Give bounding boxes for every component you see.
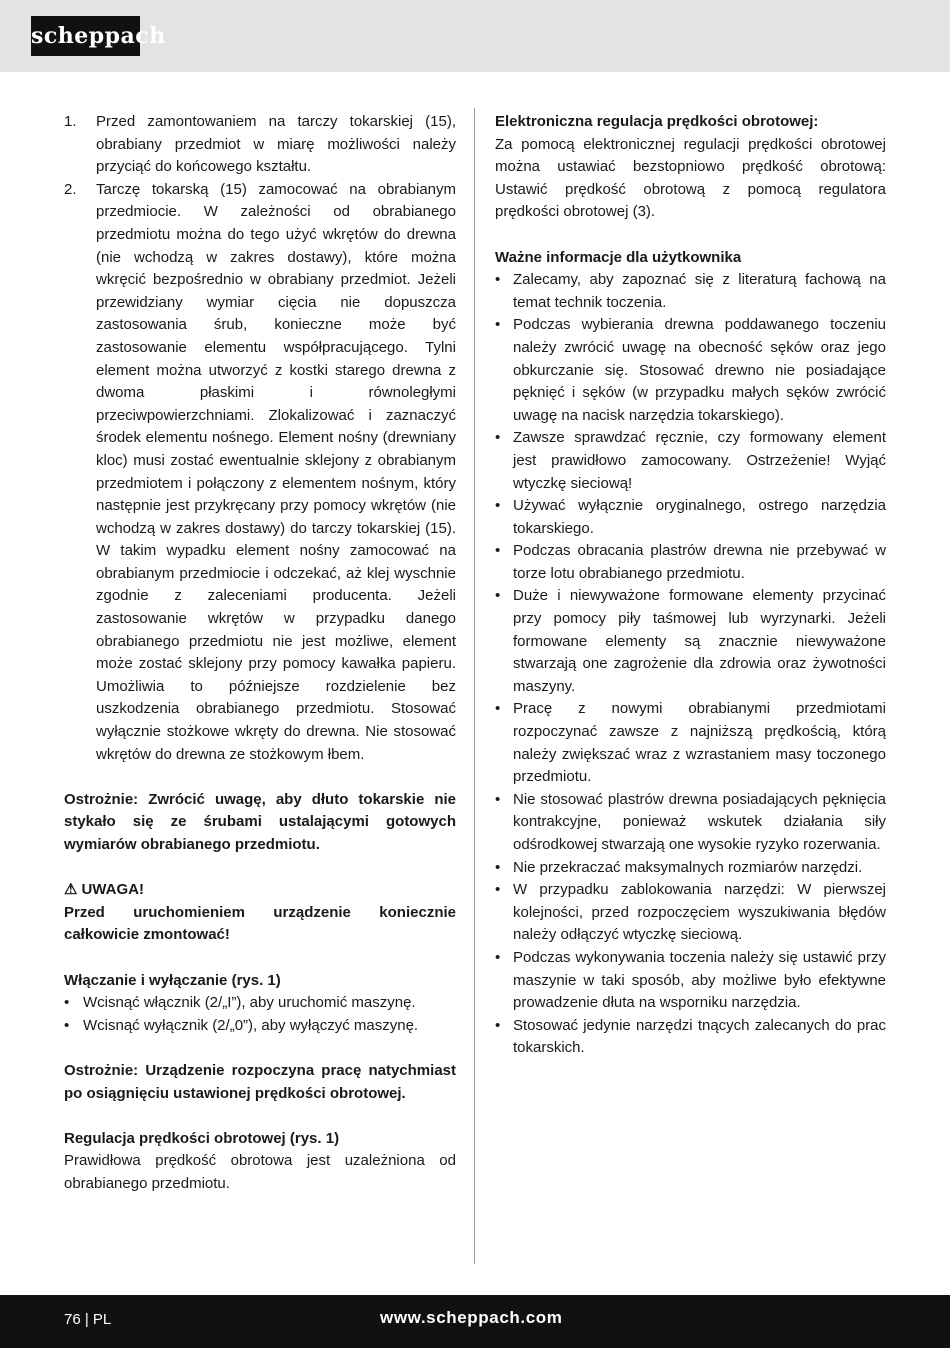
- left-column: [64, 111, 456, 1196]
- caution-start: Ostrożnie: Urządzenie rozpoczyna pracę natychmiast po osiągnięciu ustawionej prędkości obrotowej.: [64, 1061, 456, 1102]
- list-item: • Podczas wykonywania toczenia należy się ustawić przy maszynie w taki sposób, aby możliwe było efektywne prowadzenie dłuta na wsporniku narzędzia.: [495, 947, 886, 1015]
- right-column: [495, 111, 886, 1060]
- page-footer: [0, 1295, 950, 1348]
- speed-heading: Regulacja prędkości obrotowej (rys. 1): [64, 1129, 340, 1147]
- page-number: 76 | PL: [64, 1311, 112, 1328]
- onoff-list: [64, 992, 456, 1037]
- list-item: • Zawsze sprawdzać ręcznie, czy formowany element jest prawidłowo zamocowany. Ostrzeżenie! Wyjąć wtyczkę sieciową!: [495, 427, 886, 495]
- list-item: • Nie stosować plastrów drewna posiadających pęknięcia kontrakcyjne, ponieważ wskutek działania siły odśrodkowej stwarzają one wysokie ryzyko rozerwania.: [495, 789, 886, 857]
- list-item: • Zalecamy, aby zapoznać się z literaturą fachową na temat technik toczenia.: [495, 269, 886, 314]
- list-item: • Pracę z nowymi obrabianymi przedmiotami rozpoczynać zawsze z najniższą prędkością, którą należy zwiększać wraz z wzrastaniem masy toczonego przedmiotu.: [495, 698, 886, 788]
- step-text: Tarczę tokarską (15) zamocować na obrabianym przedmiocie. W zależności od obrabianego przedmiotu można do tego użyć wkrętów do drewna (nie wchodzą w zakres dostawy), które można wkręcić bezpośrednio w obrabiany przedmiot. Jeżeli przewidziany wymiar cięcia nie dopuszcza zastosowania śrub, konieczne może być zastosowanie elementu współpracującego. Tylni element można utworzyć z kostki starego drewna z dwoma płaskimi i równoległymi przeciwpowierzchniami. Zlokalizować i zaznaczyć środek elementu nośnego. Element nośny (drewniany kloc) musi zostać ewentualnie sklejony z obrabianym przedmiotem i połączony z elementem nośnym, który następnie jest przykręcany przy pomocy wkrętów (nie wchodzą w zakres dostawy) do tarczy tokarskiej (15). W takim wypadku element nośny zamocować na obrabianym przedmiocie i odczekać, aż klej wyschnie zgodnie z zaleceniami producenta. Jeżeli zastosowanie wkrętów w przypadku danego obrabianego przedmiotu nie jest możliwe, element może zostać sklejony przy pomocy kawałka papieru. Umożliwia to późniejsze rozdzielenie bez uszkodzenia obrabianego przedmiotu. Stosować wyłącznie stożkowe wkręty do drewna. Nie stosować wkrętów do drewna ze stożkowym łbem.: [96, 180, 456, 763]
- step-item: [64, 179, 456, 766]
- step-number: 2.: [64, 180, 77, 198]
- step-item: [64, 111, 456, 179]
- list-item: • Wcisnąć włącznik (2/„I”), aby uruchomić maszynę.: [64, 992, 456, 1015]
- list-item: • W przypadku zablokowania narzędzi: W pierwszej kolejności, przed rozpoczęciem wyszukiwania błędów należy odłączyć wtyczkę sieciową.: [495, 879, 886, 947]
- step-text: Przed zamontowaniem na tarczy tokarskiej (15), obrabiany przedmiot w miarę możliwości należy przyciąć do końcowego kształtu.: [96, 113, 456, 176]
- list-item: • Używać wyłącznie oryginalnego, ostrego narzędzia tokarskiego.: [495, 495, 886, 540]
- onoff-heading: Włączanie i wyłączanie (rys. 1): [64, 971, 281, 989]
- list-item: • Podczas obracania plastrów drewna nie przebywać w torze lotu obrabianego przedmiotu.: [495, 540, 886, 585]
- warning-text: Przed uruchomieniem urządzenie koniecznie całkowicie zmontować!: [64, 903, 456, 944]
- list-item: • Nie przekraczać maksymalnych rozmiarów narzędzi.: [495, 857, 886, 880]
- list-item: • Stosować jedynie narzędzi tnących zalecanych do prac tokarskich.: [495, 1015, 886, 1060]
- warning-heading: [64, 879, 456, 902]
- caution-chisel: Ostrożnie: Zwrócić uwagę, aby dłuto tokarskie nie stykało się ze śrubami ustalającymi gotowych wymiarów obrabianego przedmiotu.: [64, 790, 456, 853]
- mounting-steps: [64, 111, 456, 766]
- list-item: • Wcisnąć wyłącznik (2/„0”), aby wyłączyć maszynę.: [64, 1015, 456, 1038]
- warning-label: UWAGA!: [81, 881, 144, 899]
- list-item: • Duże i niewyważone formowane elementy przycinać przy pomocy piły taśmowej lub wyrzynarki. Jeżeli formowane elementy są znacznie niewyważone stwarzają one zagrożenie dla zdrowia oraz żywotności maszyny.: [495, 585, 886, 698]
- scheppach-logo: scheppach: [31, 16, 140, 56]
- speed-text: Prawidłowa prędkość obrotowa jest uzależniona od obrabianego przedmiotu.: [64, 1152, 456, 1192]
- list-item: • Podczas wybierania drewna poddawanego toczeniu należy zwrócić uwagę na obecność sęków oraz jego obkurczanie się. Stosować drewno nie posiadające pęknięć i sęków (w przypadku małych sęków zwrócić uwagę na nacisk narzędzia tokarskiego).: [495, 314, 886, 427]
- website-url: www.scheppach.com: [380, 1308, 563, 1327]
- step-number: 1.: [64, 113, 77, 130]
- user-info-heading: Ważne informacje dla użytkownika: [495, 248, 742, 266]
- column-divider: [474, 108, 475, 1264]
- electronic-speed-text: Za pomocą elektronicznej regulacji prędkości obrotowej można ustawiać bezstopniowo prędkość obrotową: Ustawić prędkość obrotową z pomocą regulatora prędkości obrotowej (3).: [495, 135, 886, 221]
- user-info-list: [495, 269, 886, 1060]
- warning-triangle-icon: ⚠: [64, 881, 78, 899]
- electronic-speed-heading: Elektroniczna regulacja prędkości obrotowej:: [495, 113, 819, 130]
- page-header: [0, 0, 950, 72]
